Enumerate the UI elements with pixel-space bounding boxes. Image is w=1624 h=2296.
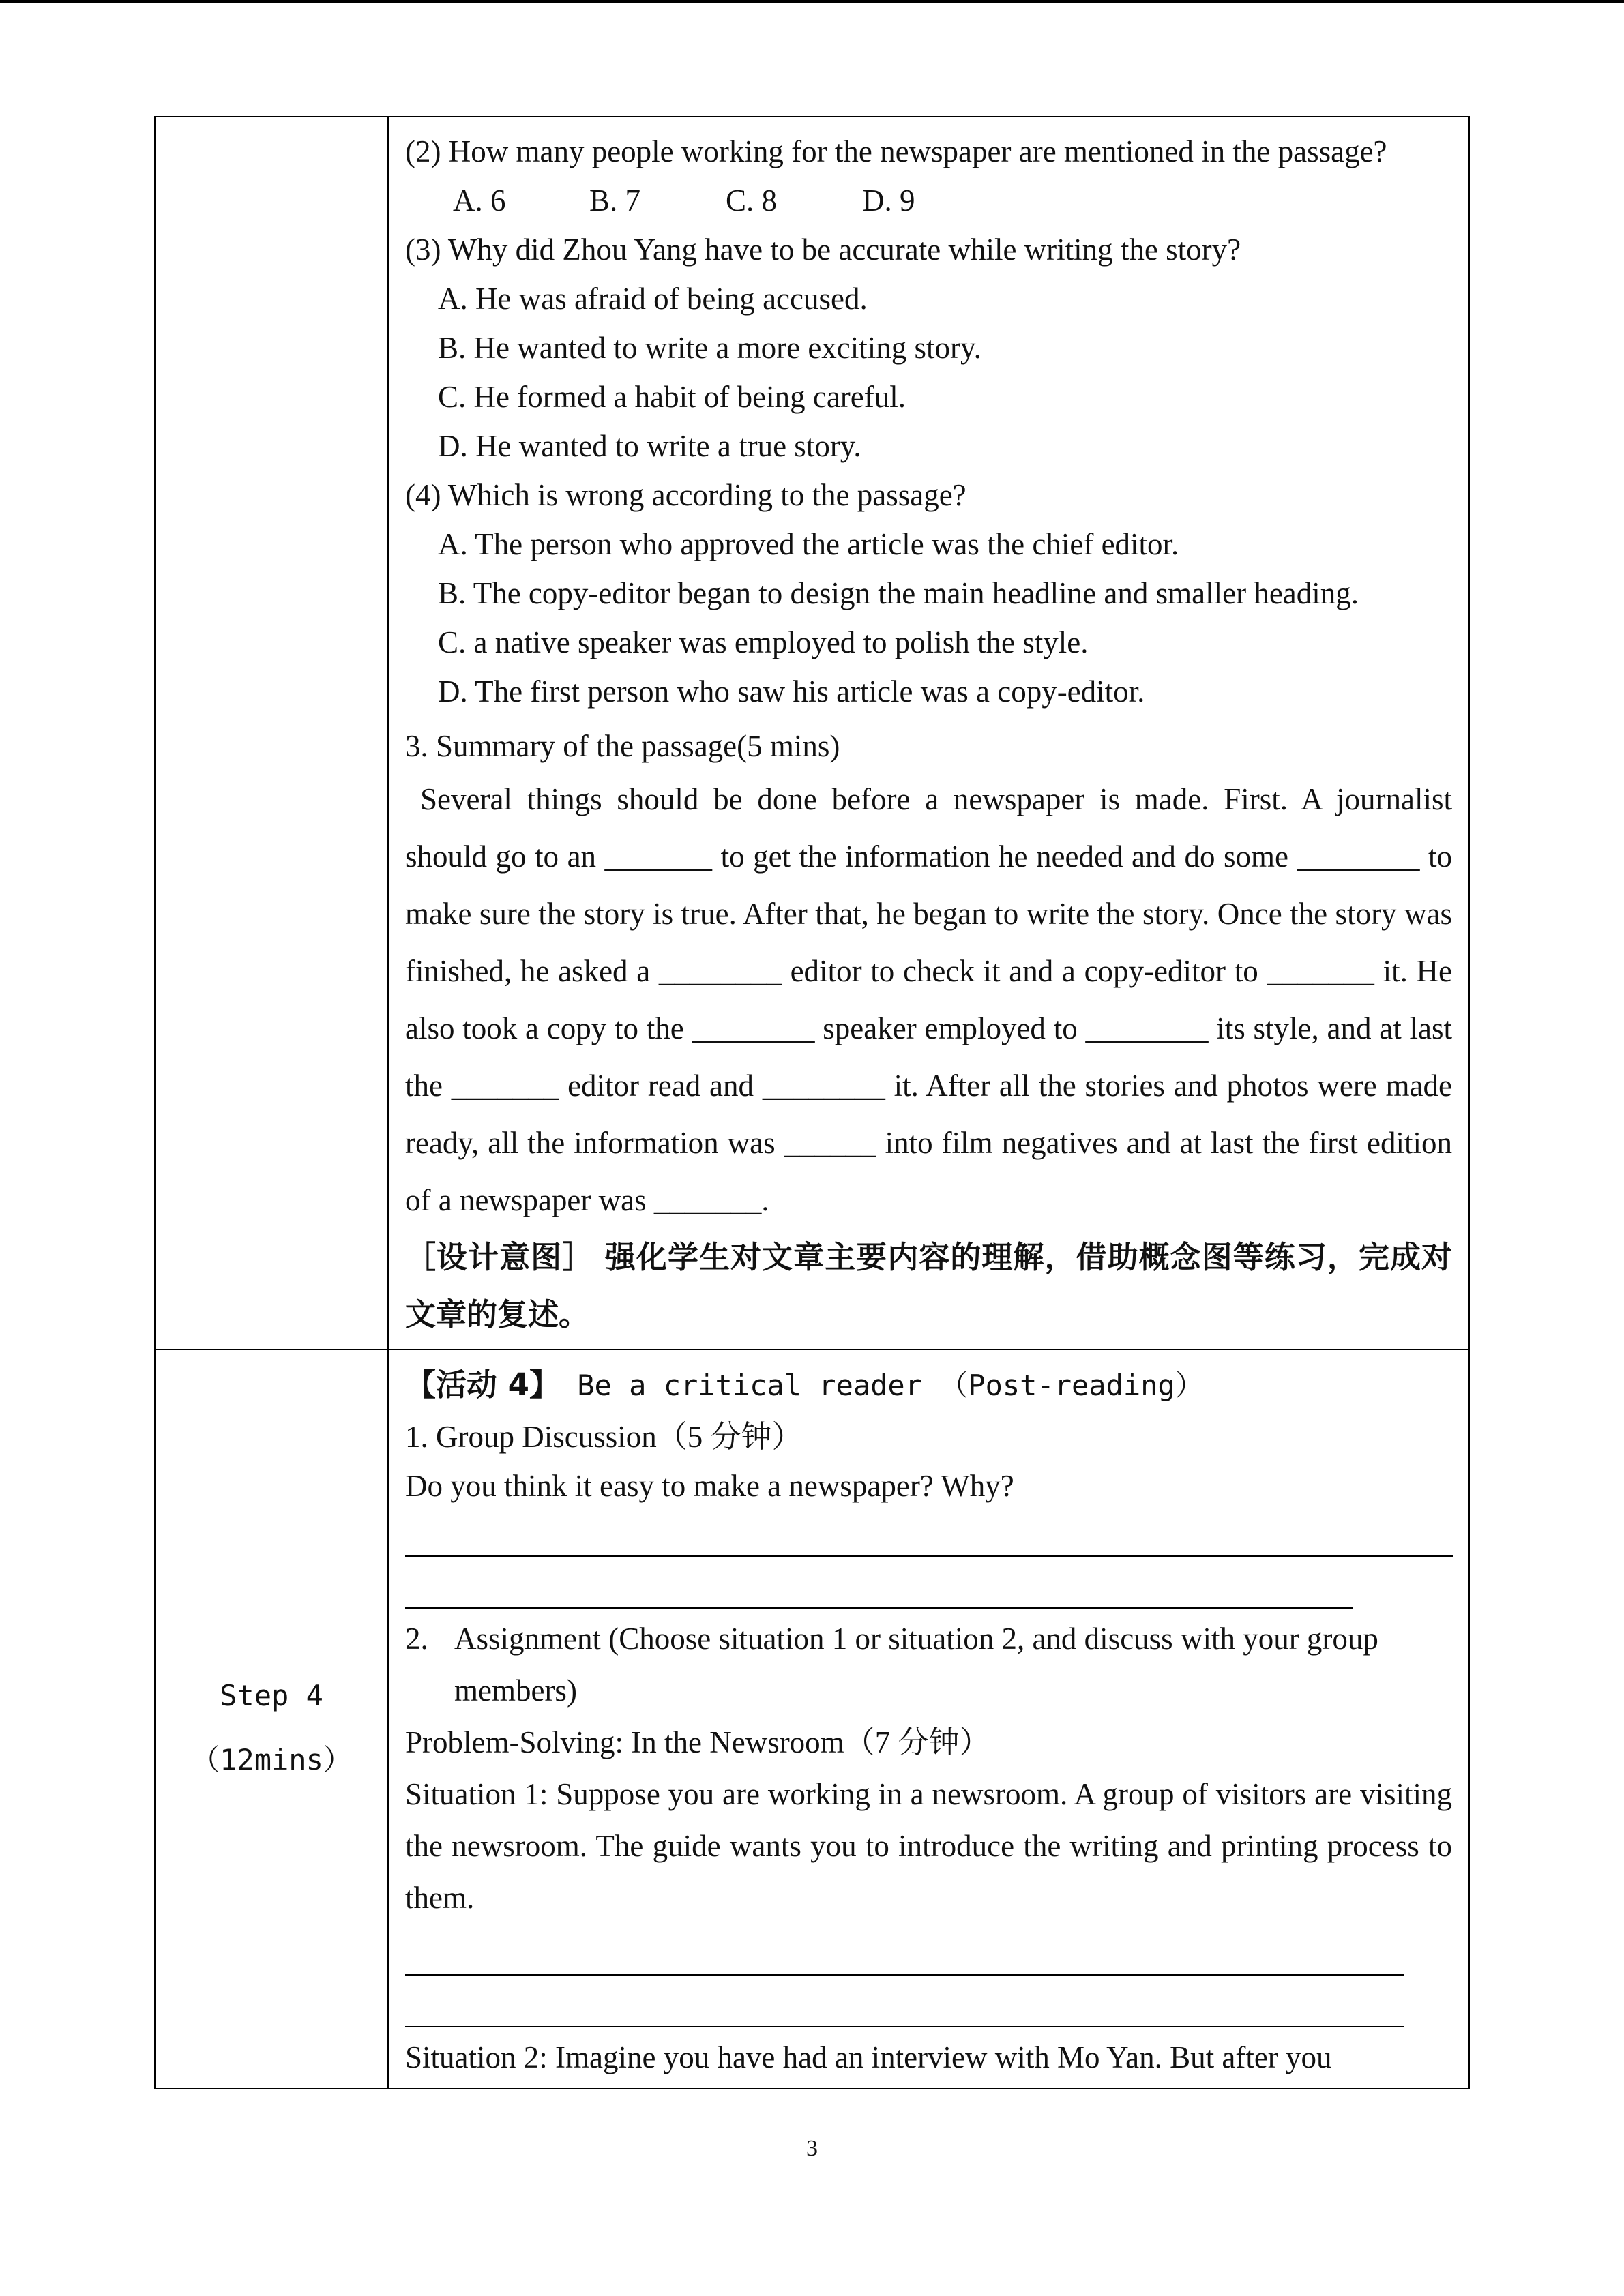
q2-option-d: D. 9	[862, 183, 915, 218]
table-row	[155, 1350, 1469, 2089]
q3-option-a: A. He was afraid of being accused.	[438, 282, 868, 316]
q2-option-a: A. 6	[453, 183, 506, 218]
table-row	[155, 117, 1469, 1350]
problem-solving-heading: Problem-Solving: In the Newsroom（7 分钟）	[405, 1725, 990, 1759]
top-rule	[0, 0, 1624, 3]
step4-content-cell	[388, 1350, 1469, 2089]
answer-line	[405, 1607, 1353, 1609]
activity-title: Be a critical reader （Post-reading）	[559, 1369, 1204, 1402]
step4-duration: （12mins）	[191, 1743, 352, 1776]
activity-heading	[405, 1358, 1452, 1412]
design-intent-text: 强化学生对文章主要内容的理解，借助概念图等练习，完成对文章的复述。	[405, 1239, 1452, 1332]
design-intent-label: ［设计意图］	[405, 1239, 594, 1275]
answer-line	[405, 2026, 1404, 2027]
step4-label-cell	[155, 1350, 388, 2089]
q3-question: (3) Why did Zhou Yang have to be accurate while writing the story?	[405, 233, 1241, 267]
q2-question: (2) How many people working for the newspaper are mentioned in the passage?	[405, 134, 1387, 168]
q2-options	[405, 176, 1452, 225]
page-number: 3	[806, 2136, 818, 2161]
q3-option-d: D. He wanted to write a true story.	[438, 429, 861, 463]
assignment-number: 2.	[405, 1622, 428, 1656]
summary-text: Several things should be done before a newspaper is made. First. A journalist should go to an _______ to get the information he needed and do some ________ to make sure the story is true. After that, he began to write the story. Once the story was finished, he asked a ________ editor to check it and a copy-editor to _______ it. He also took a copy to the ________ speaker employed to ________ its style, and at last the _______ editor read and ________ it. After all the stories and photos were made ready, all the information was ______ into film negatives and at last the first edition of a newspaper was _______.	[405, 782, 1452, 1217]
q3-option-c: C. He formed a habit of being careful.	[438, 380, 906, 414]
q4-option-d: D. The first person who saw his article was a copy-editor.	[438, 674, 1145, 709]
group-discussion-heading: 1. Group Discussion（5 分钟）	[405, 1420, 803, 1454]
q2-option-c: C. 8	[726, 183, 778, 218]
summary-heading: 3. Summary of the passage(5 mins)	[405, 729, 840, 763]
step-label-cell	[155, 117, 388, 1350]
activity-bracket: 【活动 4】	[405, 1367, 560, 1403]
q4-option-a: A. The person who approved the article was the chief editor.	[438, 527, 1179, 561]
design-intent	[405, 1229, 1452, 1343]
discussion-question: Do you think it easy to make a newspaper? Why?	[405, 1469, 1014, 1503]
reading-questions-cell	[388, 117, 1469, 1350]
answer-line	[405, 1974, 1404, 1976]
assignment-item	[405, 1613, 1452, 1716]
situation-2: Situation 2: Imagine you have had an interview with Mo Yan. But after you	[405, 2040, 1332, 2074]
q4-option-c: C. a native speaker was employed to polish the style.	[438, 625, 1089, 659]
q4-question: (4) Which is wrong according to the passage?	[405, 478, 966, 512]
step4-label	[156, 1350, 387, 1792]
q4-option-b: B. The copy-editor began to design the main headline and smaller heading.	[438, 576, 1359, 610]
situation-1: Situation 1: Suppose you are working in a newsroom. A group of visitors are visiting the newsroom. The guide wants you to introduce the writing and printing process to them.	[405, 1777, 1452, 1915]
assignment-text: Assignment (Choose situation 1 or situation 2, and discuss with your group members)	[454, 1622, 1378, 1708]
q3-option-b: B. He wanted to write a more exciting story.	[438, 331, 981, 365]
q2-option-b: B. 7	[589, 183, 641, 218]
step4-title: Step 4	[220, 1679, 323, 1712]
lesson-plan-table	[154, 116, 1470, 2089]
answer-line	[405, 1555, 1453, 1557]
